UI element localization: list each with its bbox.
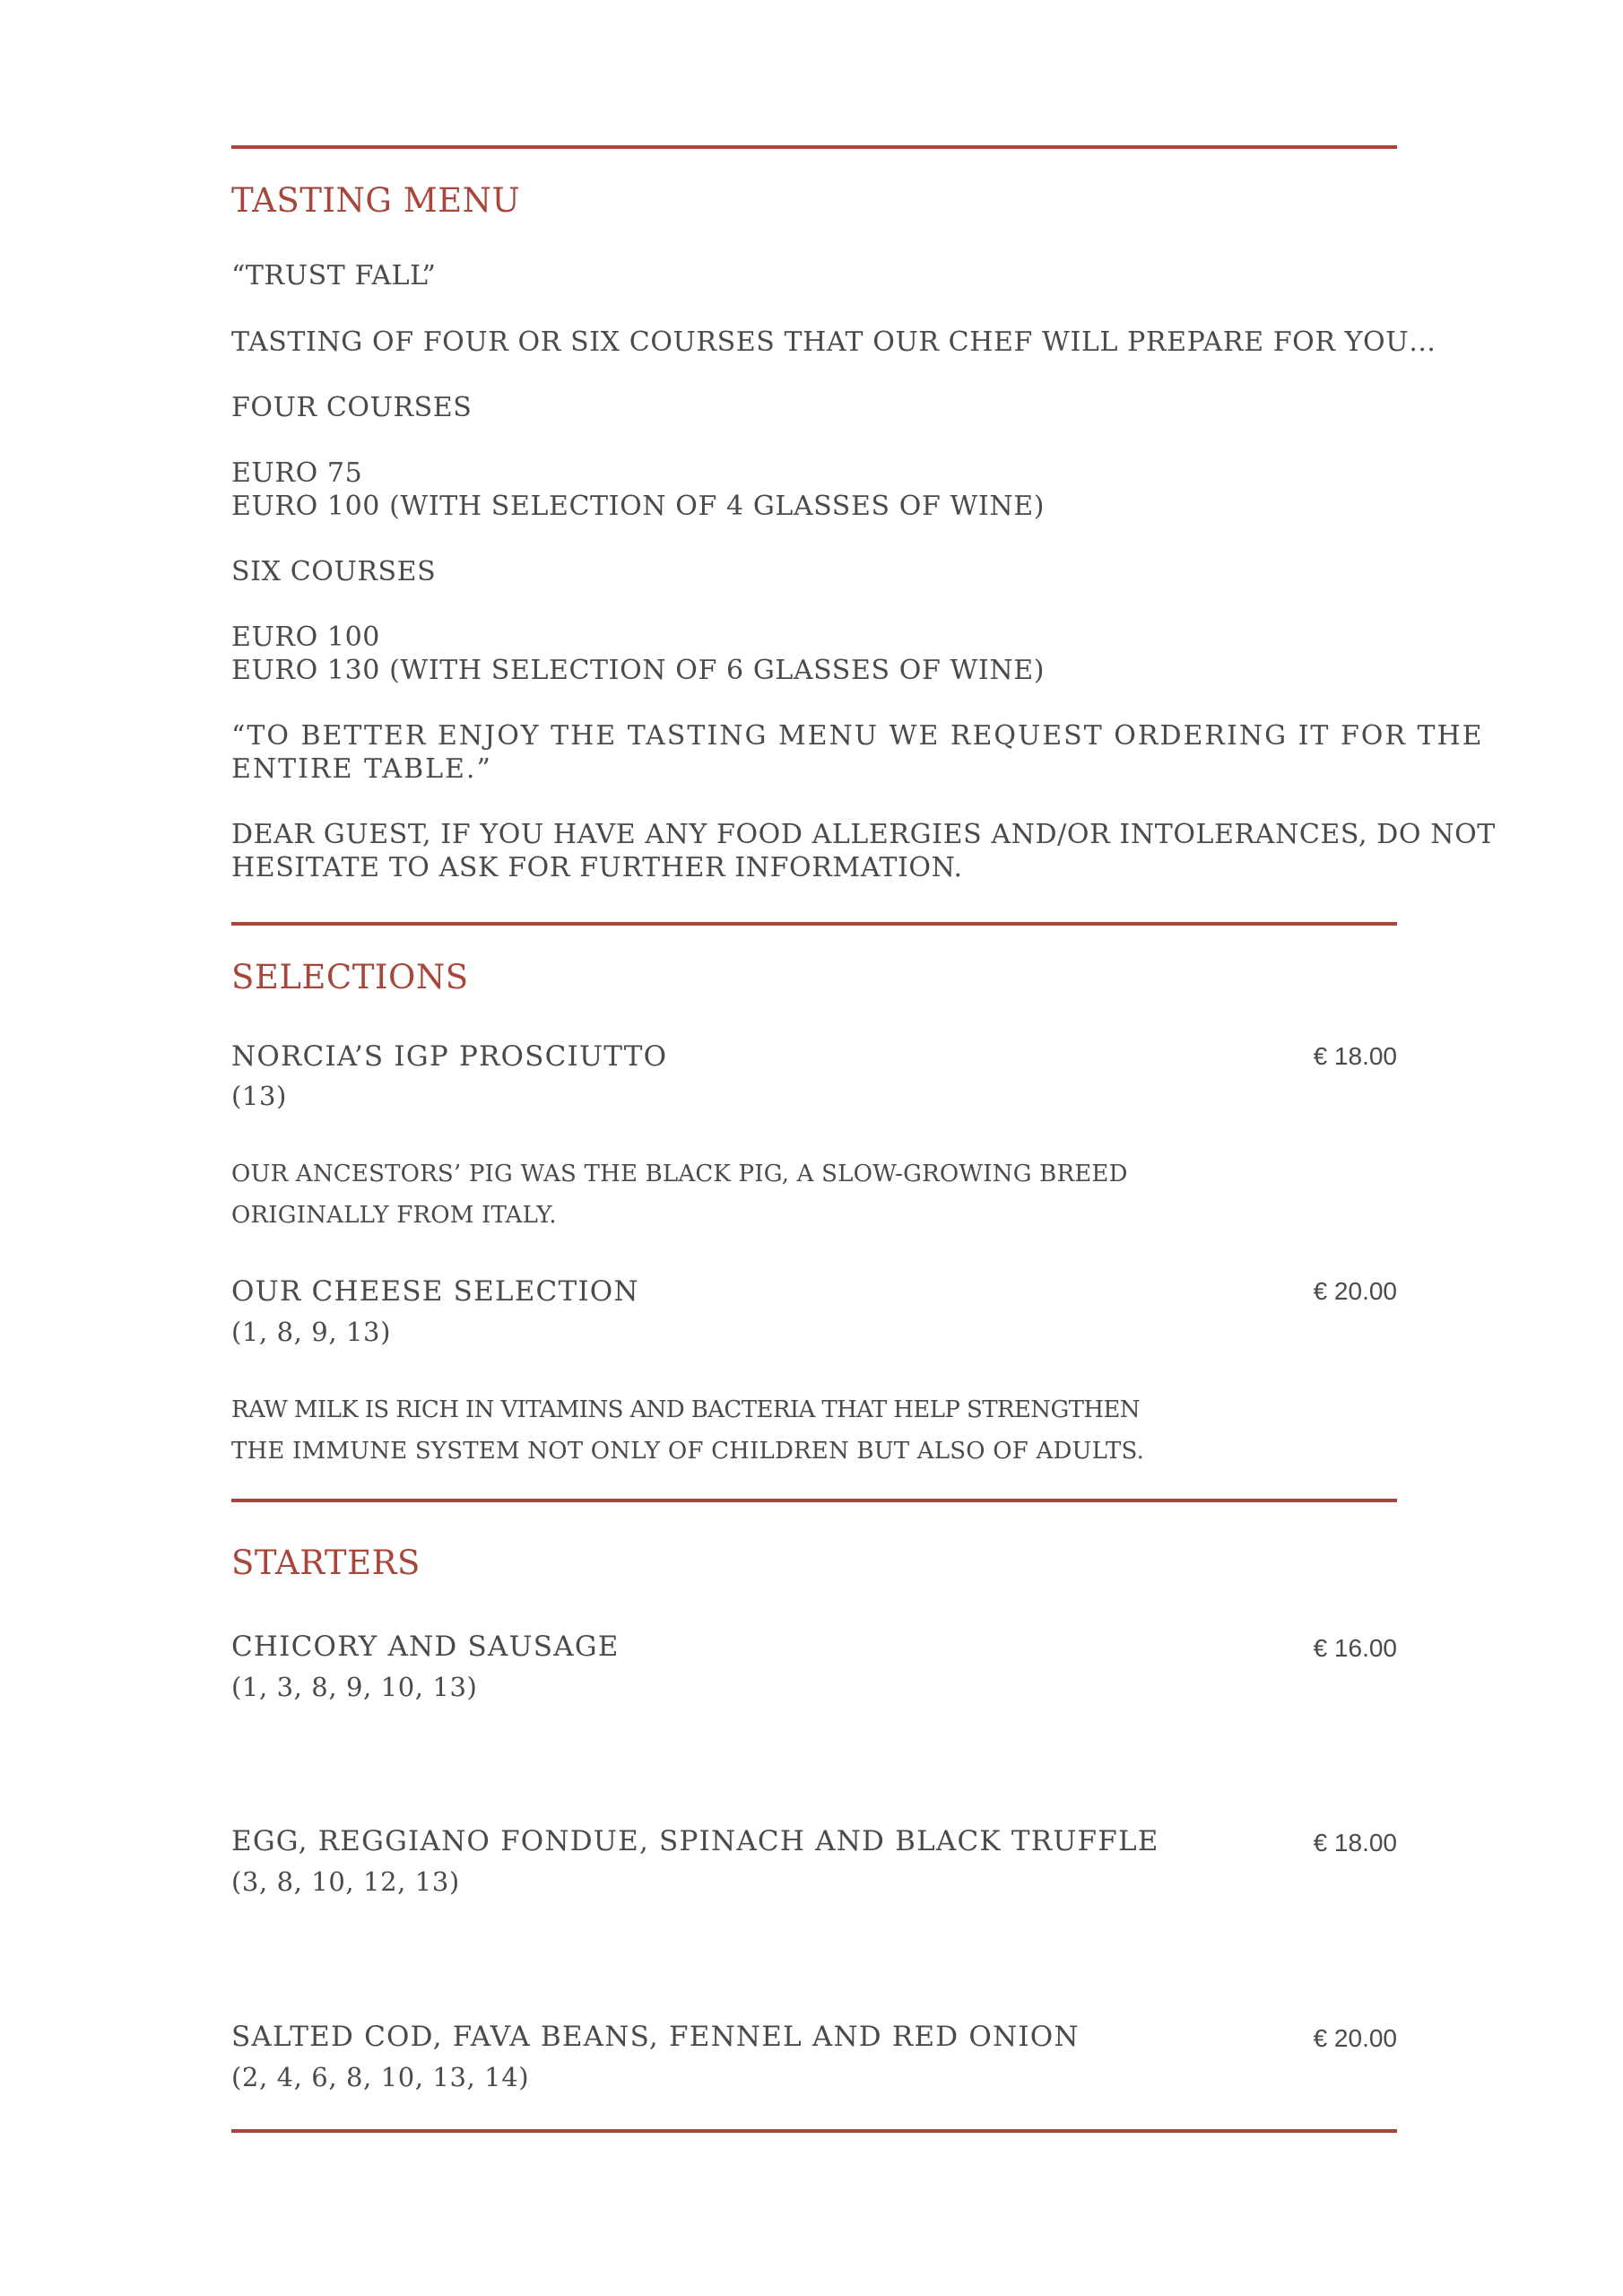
- six-courses-label: SIX COURSES: [231, 556, 437, 587]
- six-courses-wine-price: EURO 130 (WITH SELECTION OF 6 GLASSES OF WINE): [231, 655, 1046, 686]
- menu-page: [231, 0, 1496, 2296]
- item-price: € 20.00: [1313, 2024, 1397, 2052]
- allergy-note-line-1: DEAR GUEST, IF YOU HAVE ANY FOOD ALLERGIES AND/OR INTOLERANCES, DO NOT: [231, 819, 1496, 850]
- allergy-note-line-2: HESITATE TO ASK FOR FURTHER INFORMATION.: [231, 852, 963, 883]
- tasting-menu-heading: TASTING MENU: [231, 181, 521, 220]
- six-courses-price: EURO 100: [231, 622, 380, 653]
- starters-heading: STARTERS: [231, 1544, 421, 1582]
- item-name: NORCIA’S IGP PROSCIUTTO: [231, 1040, 668, 1073]
- item-name: CHICORY AND SAUSAGE: [231, 1631, 620, 1663]
- item-allergens: (1, 3, 8, 9, 10, 13): [231, 1672, 478, 1702]
- item-price: € 18.00: [1313, 1042, 1397, 1070]
- section-divider: [231, 1499, 1397, 1502]
- item-allergens: (2, 4, 6, 8, 10, 13, 14): [231, 2062, 530, 2092]
- tasting-name: “TRUST FALL”: [231, 260, 437, 291]
- item-description-line-2: ORIGINALLY FROM ITALY.: [231, 1202, 557, 1229]
- four-courses-price: EURO 75: [231, 457, 363, 489]
- item-price: € 16.00: [1313, 1634, 1397, 1662]
- tasting-note-line-2: ENTIRE TABLE.”: [231, 753, 492, 785]
- item-name: OUR CHEESE SELECTION: [231, 1275, 639, 1308]
- four-courses-label: FOUR COURSES: [231, 392, 473, 423]
- item-allergens: (3, 8, 10, 12, 13): [231, 1866, 460, 1897]
- tasting-note-line-1: “TO BETTER ENJOY THE TASTING MENU WE REQUEST ORDERING IT FOR THE: [231, 720, 1484, 752]
- section-divider: [231, 2129, 1397, 2133]
- item-price: € 18.00: [1313, 1829, 1397, 1857]
- tasting-description: TASTING OF FOUR OR SIX COURSES THAT OUR CHEF WILL PREPARE FOR YOU…: [231, 326, 1436, 358]
- item-price: € 20.00: [1313, 1277, 1397, 1305]
- item-name: EGG, REGGIANO FONDUE, SPINACH AND BLACK TRUFFLE: [231, 1825, 1159, 1857]
- selections-heading: SELECTIONS: [231, 958, 469, 996]
- item-name: SALTED COD, FAVA BEANS, FENNEL AND RED ONION: [231, 2021, 1080, 2053]
- item-description-line-2: THE IMMUNE SYSTEM NOT ONLY OF CHILDREN BUT ALSO OF ADULTS.: [231, 1438, 1145, 1465]
- section-divider: [231, 922, 1397, 926]
- item-description-line-1: OUR ANCESTORS’ PIG WAS THE BLACK PIG, A SLOW-GROWING BREED: [231, 1161, 1128, 1187]
- item-description-line-1: RAW MILK IS RICH IN VITAMINS AND BACTERIA THAT HELP STRENGTHEN: [231, 1396, 1140, 1423]
- item-allergens: (13): [231, 1081, 287, 1111]
- item-allergens: (1, 8, 9, 13): [231, 1317, 391, 1347]
- four-courses-wine-price: EURO 100 (WITH SELECTION OF 4 GLASSES OF WINE): [231, 491, 1046, 522]
- section-divider: [231, 145, 1397, 149]
